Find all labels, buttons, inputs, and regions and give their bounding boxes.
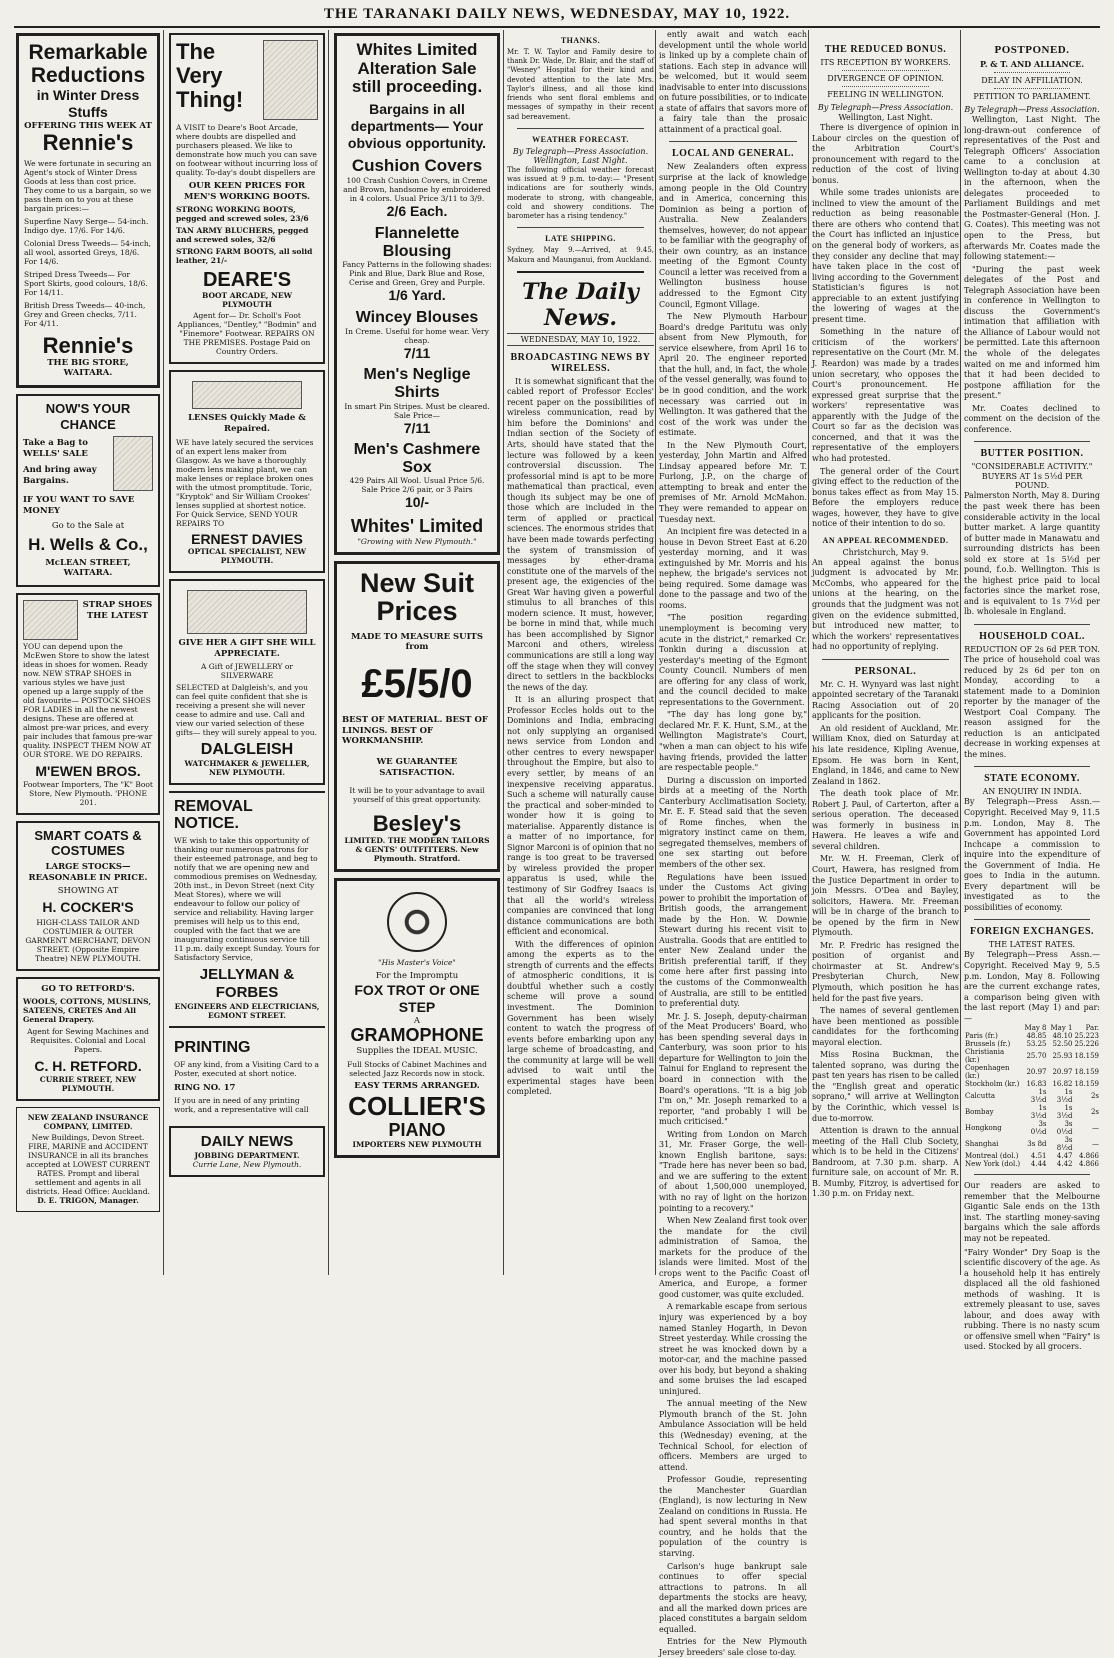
table-header-row bbox=[964, 1024, 1100, 1032]
fairy-soap-notice: "Fairy Wonder" Dry Soap is the scientific discovery of the age. As a household help it has entirely displaced all the old fashioned methods of washing. It is extremely pleasant to use, saves labour, and does away with rubbing. There is no nasty scum or offensive smell when "Fairy" is used. Stocked by all grocers. bbox=[964, 1247, 1100, 1352]
paragraph: There is divergence of opinion in Labour circles on the question of the Arbitration Court's pronouncement with regard to the reduction of the cost of living bonus. bbox=[812, 123, 959, 185]
whites-item: Flannelette Blousing bbox=[374, 224, 460, 260]
column-4 bbox=[507, 30, 654, 1275]
besley-points: BEST OF MATERIAL. BEST OF LININGS. BEST OF WORKMANSHIP. bbox=[342, 715, 488, 747]
personal-heading: PERSONAL. bbox=[854, 665, 917, 677]
wells-ad bbox=[16, 394, 160, 587]
paragraph: In the New Plymouth Court, yesterday, John Martin and Alfred Lindsay appeared before Mr. T. Furlong, J.P., on the charge of attempting to break and enter the premises of Mr. Arnold McMahon. They were remanded to appear on Tuesday next. bbox=[659, 440, 807, 524]
paragraph: Miss Rosina Buckman, the talented soprano, was during the past ten years has risen to be called the "English great and operatic soprano," will arrive at Wellington by the Corinthic, which vessel is due to-morrow. bbox=[812, 1050, 959, 1123]
exchange-rates-table bbox=[964, 1024, 1100, 1168]
dalgleish-heading: GIVE HER A GIFT SHE WILL APPRECIATE. bbox=[178, 638, 316, 659]
column-rule bbox=[960, 30, 961, 1275]
shoe-illustration bbox=[23, 600, 78, 640]
postponed-sub: DELAY IN AFFILIATION. bbox=[981, 76, 1083, 85]
mewen-ad bbox=[16, 593, 160, 815]
bonus-heading: THE REDUCED BONUS. bbox=[824, 44, 947, 55]
table-row bbox=[964, 1040, 1100, 1048]
postponed-telegraph: By Telegraph—Press Association. bbox=[964, 105, 1100, 114]
whites-item: Wincey Blouses bbox=[355, 308, 479, 326]
printing-heading: PRINTING bbox=[174, 1038, 251, 1056]
table-cell: 18.159 bbox=[1074, 1068, 1099, 1077]
table-cell: 4.44 bbox=[1030, 1160, 1047, 1169]
table-cell: 25.70 bbox=[1026, 1052, 1047, 1061]
divider bbox=[669, 141, 797, 142]
rennies-headline: Remarkable Reductions bbox=[28, 41, 148, 88]
rennies-footer-store: THE BIG STORE, bbox=[47, 357, 129, 368]
table-row bbox=[964, 1104, 1100, 1120]
table-cell: 4.866 bbox=[1078, 1152, 1099, 1161]
dalgleish-name: DALGLEISH bbox=[200, 740, 294, 758]
table-cell: Copenhagen (kr.) bbox=[965, 1064, 1010, 1081]
whites-item-price: 7/11 bbox=[403, 344, 431, 361]
divider bbox=[842, 86, 929, 87]
besley-price: £5/5/0 bbox=[361, 662, 473, 707]
besley-sub: MADE TO MEASURE SUITS from bbox=[350, 631, 484, 653]
table-cell: 52.50 bbox=[1052, 1040, 1073, 1049]
deare-agent: Agent for— Dr. Scholl's Foot Appliances, "Dentley," "Bodmin" and "Finemore" Footwear. REPAIRS ON THE PREMISES. Postage Paid on Country Orders. bbox=[177, 311, 317, 357]
whites-motto: "Growing with New Plymouth." bbox=[357, 537, 477, 547]
davies-heading: LENSES Quickly Made & Repaired. bbox=[188, 413, 306, 434]
table-cell: 3s 8d bbox=[1027, 1140, 1047, 1149]
whites-sub: Bargains in all departments— Your obvious opportunity. bbox=[347, 101, 487, 151]
collier-dance: FOX TROT Or ONE STEP bbox=[354, 981, 480, 1015]
spectacles-illustration bbox=[192, 381, 302, 409]
thanks-heading: THANKS. bbox=[560, 36, 601, 45]
daily-news-name: DAILY NEWS bbox=[200, 1133, 294, 1151]
whites-item-price: 7/11 bbox=[403, 419, 431, 436]
davies-ad bbox=[169, 370, 325, 573]
sale-notice: Our readers are asked to remember that the Melbourne Gigantic Sale ends on the 13th inst. The startling money-saving bargains which the sale affords may not be repeated. bbox=[964, 1181, 1100, 1244]
divider bbox=[517, 271, 644, 273]
table-header: May 1 bbox=[1050, 1024, 1073, 1033]
divider bbox=[994, 88, 1070, 89]
table-cell: 4.866 bbox=[1078, 1160, 1099, 1169]
whites-headline: Whites Limited Alteration Sale still proceeding. bbox=[351, 40, 483, 97]
besley-name: Besley's bbox=[372, 811, 462, 837]
divider bbox=[974, 919, 1090, 920]
column-rule bbox=[503, 30, 504, 1275]
paragraph: During a discussion on imported birds at a meeting of the North Canterbury Acclimatisation Society, Mr. E. F. Stead said that the seven of Rome finches, when the migratory instinct came on them, segregated themselves, members of one sex starting out before members of the other sex. bbox=[659, 775, 807, 870]
paragraph: An incipient fire was detected in a house in Devon Street East at 6.20 yesterday morning, and it was extinguished by Mr. Morris and his nephew, the brigade's services not being required. Some damage was done to the passage and two of the rooms. bbox=[659, 527, 807, 610]
deare-sub: BOOT ARCADE, NEW PLYMOUTH bbox=[201, 291, 292, 310]
collier-supplies: Supplies the IDEAL MUSIC. bbox=[356, 1045, 478, 1056]
deare-ad bbox=[169, 33, 325, 364]
table-cell: 3s 0½d bbox=[1056, 1120, 1073, 1137]
column-2 bbox=[167, 30, 327, 1275]
table-cell: — bbox=[1092, 1124, 1099, 1133]
column-rule bbox=[163, 30, 164, 1275]
table-row bbox=[964, 1120, 1100, 1136]
wells-line2: Take a Bag to WELLS' SALE bbox=[23, 438, 88, 459]
table-cell: 25.223 bbox=[1074, 1032, 1099, 1041]
table-cell: 3s 8½d bbox=[1056, 1136, 1073, 1153]
page-masthead: THE TARANAKI DAILY NEWS, WEDNESDAY, MAY 10, 1922. bbox=[14, 6, 1100, 28]
deare-body: A VISIT to Deare's Boot Arcade, where doubts are dispelled and purchasers pleased. We like to demonstrate how much you can save on footwear without incurring loss of quality. To-day's doubt dispellers are bbox=[176, 123, 318, 177]
column-7 bbox=[964, 30, 1100, 1352]
paragraph: While some trades unionists are inclined to view the amount of the reduction as being reasonable there are others who contend that the Court has inflicted an injustice on the general body of workers, as they consider any decline that may have taken place in the cost of living according to the Government Statistician's figures is not appreciable to an extent justifying the lowering of wages at the present time. bbox=[812, 188, 959, 324]
rennies-footer-town: WAITARA. bbox=[63, 368, 113, 379]
mewen-name: M'EWEN BROS. bbox=[35, 763, 141, 780]
besley-advantage: It will be to your advantage to avail yourself of this great opportunity. bbox=[349, 786, 485, 805]
whites-item-desc: Fancy Patterns in the following shades: Pink and Blue, Dark Blue and Rose, Cerise and Green, Grey and Purple. bbox=[342, 260, 492, 288]
deare-headline: The Very Thing! bbox=[176, 39, 244, 113]
besley-headline: New Suit Prices bbox=[359, 568, 474, 627]
deare-price: TAN ARMY BLUCHERS, pegged and screwed soles, 32/6 bbox=[176, 226, 309, 245]
rennies-item: Striped Dress Tweeds— For Sport Skirts, good colours, 18/6. For 14/11. bbox=[24, 269, 148, 297]
divider bbox=[974, 624, 1090, 625]
whites-item: Men's Neglige Shirts bbox=[363, 366, 471, 401]
table-cell: 18.159 bbox=[1074, 1052, 1099, 1061]
local-general-heading: LOCAL AND GENERAL. bbox=[671, 148, 795, 160]
table-header bbox=[964, 1024, 1022, 1032]
whites-item-price: 1/6 Yard. bbox=[388, 287, 446, 304]
paragraph: Mr. Coates declined to comment on the decision of the conference. bbox=[964, 403, 1100, 434]
table-row bbox=[964, 1160, 1100, 1168]
collier-firm2: PIANO bbox=[388, 1119, 446, 1140]
editorial-continued bbox=[659, 30, 807, 135]
exchanges-intro: By Telegraph—Press Assn.—Copyright. Received May 9, 5.5 p.m. London, May 8. Following are the current exchange rates, a comparison being given with the last report (May 1) and par:— bbox=[964, 950, 1100, 1023]
rennies-sub: in Winter Dress Stuffs bbox=[36, 87, 140, 120]
daily-news-address: Currie Lane, New Plymouth. bbox=[192, 1160, 302, 1170]
bonus-telegraph: By Telegraph—Press Association. bbox=[817, 103, 954, 112]
shipping-heading: LATE SHIPPING. bbox=[545, 234, 616, 244]
rennies-name: Rennie's bbox=[42, 130, 134, 156]
divider bbox=[974, 441, 1090, 442]
postponed-sub: P. & T. AND ALLIANCE. bbox=[980, 59, 1084, 69]
removal-heading: REMOVAL NOTICE. bbox=[174, 797, 253, 833]
paragraph: Mr. W. H. Freeman, Clerk of Court, Hawera, has resigned from the Justice Department in order to join Messrs. O'Dea and Bayley, solicitors, Hawera. Mr. Freeman will be in charge of the branch to be opened by the firm in New Plymouth. bbox=[812, 854, 959, 938]
postponed-heading: POSTPONED. bbox=[994, 44, 1070, 56]
column-6 bbox=[812, 30, 959, 1275]
paragraph: New Zealanders often express surprise at the lack of knowledge among people in the Old Country and in America, concerning this Dominion as being a portion of Australia. New Zealanders themselves, however, do not appear to be familiar with the geography of their own country, as an instance meeting of the Egmont County Council a letter was received from a Wellington business house addressed to the Egmont City Council, Egmont Village. bbox=[659, 162, 807, 309]
paragraph: Attention is drawn to the annual meeting of the Hall Club Society, which is to be held in the Citizens' Bandroom, at 7.30 p.m. sharp. A furniture sale, on account of Mr. R. B. Mumby, Fitzroy, is advertised for 1.30 p.m. on Friday next. bbox=[812, 1126, 959, 1199]
cocker-line3: SHOWING AT bbox=[57, 886, 119, 897]
dalgleish-sub: A Gift of JEWELLERY or SILVERWARE bbox=[201, 661, 293, 680]
postponed-body bbox=[964, 115, 1100, 435]
paragraph: Wellington, Last Night. The long-drawn-out conference of representatives of the Post and Telegraph Officers' Association came to a conclusion at Wellington to-day at about 4.30 in the afternoon, when the delegates proceeded to Parliament Buildings and met the Postmaster-General (Hon. J. G. Coates). This meeting was not open to the Press, but afterwards Mr. Coates made the following statement:— bbox=[964, 115, 1100, 262]
removal-name: JELLYMAN & FORBES bbox=[199, 965, 295, 1001]
table-row bbox=[964, 1136, 1100, 1152]
butter-body: Palmerston North, May 8. During the past week there has been considerable activity in the local butter market. A large quantity of butter made in Manawatu and surrounding districts has been sold ex store at 1s 5½d per pound, f.o.b. Wellington. This is the highest price paid to local factories since the market rose, and is equivalent to 1s 7½d per lb. wholesale in England. bbox=[964, 491, 1100, 617]
table-cell: 53.25 bbox=[1026, 1040, 1047, 1049]
rennies-week: OFFERING THIS WEEK AT bbox=[24, 120, 152, 131]
paragraph: Regulations have been issued under the Customs Act giving power to prohibit the importation of British goods, the arrangement made by the Hon. W. Downie Stewart during his recent visit to Australia. Goods that are entitled to enter New Zealand under the British preferential tariff, if they come here after first passing into the customs of the Commonwealth of Australia, are still to be entitled to preferential duty. bbox=[659, 872, 807, 1009]
collier-a: A bbox=[413, 1015, 421, 1026]
table-cell: 1s 3½d bbox=[1056, 1088, 1073, 1105]
table-row bbox=[964, 1048, 1100, 1064]
paragraph: It is somewhat significant that the cabled report of Professor Eccles' recent paper on the possibilities of wireless communication, read by him before the Dominions' and Indian section of the Society of Arts, should have stated that the lecture was followed by a keen controversial discussion. The professorial mind is apt to be more mathematical than practical, even though its subject may be one of those which are included in the term of applied or practical sciences. The enormous strides that have been made towards perfecting the system of transmission of messages by ether-drama constitute one of the marvels of the present age, the exigencies of the Great War having given a powerful stimulus to all branches of this modern science. It must, however, be borne in mind that, while much has been accomplished by Signor Marconi and others, wireless communications are still a long way off the stage when they will convey direct to settlers in the backblocks the news of the day. bbox=[507, 376, 654, 692]
dalgleish-tag: WATCHMAKER & JEWELLER, NEW PLYMOUTH. bbox=[184, 758, 310, 777]
column-rule bbox=[808, 30, 809, 1275]
column-rule bbox=[328, 30, 329, 1275]
paragraph: The death took place of Mr. Robert J. Paul, of Carterton, after a serious operation. The deceased was formerly in business in Hawera. He leaves a wife and several children. bbox=[812, 789, 959, 851]
deare-name: DEARE'S bbox=[202, 269, 292, 292]
rennies-ad bbox=[16, 33, 160, 388]
column-rule bbox=[655, 30, 656, 1275]
table-header: Par. bbox=[1085, 1024, 1099, 1033]
table-cell: Shanghai bbox=[965, 1140, 999, 1149]
cocker-line2: LARGE STOCKS— REASONABLE IN PRICE. bbox=[28, 862, 148, 883]
printing-ring: RING NO. 17 bbox=[174, 1082, 236, 1093]
retford-ad bbox=[16, 977, 160, 1101]
butter-sub: "CONSIDERABLE ACTIVITY." bbox=[971, 462, 1093, 472]
paragraph: Something in the nature of criticism of the workers' representative on the Court (Mr. M. J. Reardon) was made by a trades union secretary, who opposes the Court's pronouncement. He expressed great surprise that the workers' representative was apparently with the Judge of the Court so far as the decision was concerned, and that it was the representative of the employers who had protested. bbox=[812, 327, 959, 463]
table-cell: 25.226 bbox=[1074, 1040, 1099, 1049]
butter-heading: BUTTER POSITION. bbox=[980, 448, 1084, 460]
whites-item-price: 10/- bbox=[404, 494, 430, 511]
removal-notice bbox=[169, 791, 325, 1028]
printing-ad bbox=[169, 1034, 325, 1120]
paragraph: Writing from London on March 31, Mr. Fraser Gorge, the well-known English baritone, says: "Trade here has never been so bad, and we are suffering to the extent of about 1,500,000 unemployed, with no ray of light on the horizon pointing to a recovery." bbox=[659, 1129, 807, 1213]
paragraph: An old resident of Auckland, Mr. William Knox, died on Saturday at his late residence, Kipling Avenue, Epsom. He was born in Kent, England, in 1846, and came to New Zealand in 1862. bbox=[812, 723, 959, 786]
table-cell: Calcutta bbox=[965, 1092, 995, 1101]
whites-item-price: 2/6 Each. bbox=[386, 203, 448, 220]
paragraph: The general order of the Court giving effect to the reduction of the bonus takes effect as from May 15. Before the employers reduce wages, however, they have to give notice of their intention to do so. bbox=[812, 466, 959, 529]
whites-item-desc: 429 Pairs All Wool. Usual Price 5/6. Sale Price 2/6 pair, or 3 Pairs bbox=[349, 476, 485, 495]
deare-price: STRONG WORKING BOOTS, pegged and screwed soles, 23/6 bbox=[176, 205, 309, 224]
paragraph: The New Plymouth Harbour Board's dredge Paritutu was only absent from New Plymouth, for service elsewhere, from April 16 to April 20. The engineer reported that the hull, and, in fact, the whole of the vessel generally, was found to be in good condition, and the work necessary was carried out in Wellington. It was gathered that the cost of the work was under the estimate. bbox=[659, 312, 807, 438]
paragraph: Professor Goudie, representing the Manchester Guardian (England), is now lecturing in New Zealand on conditions in Russia. He had spent several months in that country, and he holds that the population of the country is starving. bbox=[659, 1475, 807, 1559]
bonus-place: Wellington, Last Night. bbox=[838, 113, 933, 122]
thanks-body: Mr. T. W. Taylor and Family desire to thank Dr. Wade, Dr. Blair, and the staff of "Wesney" Hospital for their kind and devoted attention to the late Mrs. Taylor's illness, and all those kind friends who sent floral emblems and messages of sympathy in their recent sad bereavement. bbox=[507, 48, 654, 121]
retford-agent: Agent for Sewing Machines and Requisites. Colonial and Local Papers. bbox=[27, 1027, 149, 1055]
man-with-bag-illustration bbox=[113, 436, 153, 491]
cocker-ad bbox=[16, 821, 160, 971]
table-row bbox=[964, 1032, 1100, 1040]
rennies-intro: We were fortunate in securing an Agent's stock of Winter Dress Goods at less than cost price. They come to us a bargain, so we pass them on to you at these bargain prices:— bbox=[24, 158, 152, 213]
rennies-footer-name: Rennie's bbox=[42, 332, 134, 358]
besley-ad bbox=[334, 561, 500, 872]
table-cell: 16.82 bbox=[1052, 1080, 1073, 1089]
table-cell: Hongkong bbox=[965, 1124, 1002, 1133]
column-1 bbox=[14, 30, 162, 1275]
paragraph: The annual meeting of the New Plymouth branch of the St. John Ambulance Association will be held this (Wednesday) evening, at the Technical School, for election of officers. Members are urged to attend. bbox=[659, 1399, 807, 1472]
rennies-item: Colonial Dress Tweeds— 54-inch, all wool, assorted Greys, 18/6. For 14/6. bbox=[24, 238, 152, 266]
table-cell: New York (dol.) bbox=[965, 1160, 1021, 1169]
table-cell: 2s bbox=[1090, 1092, 1099, 1101]
table-cell: 48.85 bbox=[1026, 1032, 1047, 1041]
bonus-body bbox=[812, 123, 959, 530]
postponed-sub: PETITION TO PARLIAMENT. bbox=[973, 92, 1091, 101]
paragraph: Carlson's huge bankrupt sale continues to offer special attractions to patrons. In all departments the stocks are heavy, and all the marked down prices are placed constitutes a bargain seldom equalled. bbox=[659, 1561, 807, 1634]
divider bbox=[974, 766, 1090, 767]
retford-address: CURRIE STREET, NEW PLYMOUTH. bbox=[39, 1075, 137, 1094]
whites-item-desc: 100 Crash Cushion Covers, in Creme and Brown, handsome hy embroidered in 4 colors. Usual Price 3/11 to 3/9. bbox=[343, 176, 491, 204]
table-row bbox=[964, 1152, 1100, 1160]
table-cell: 25.93 bbox=[1052, 1052, 1073, 1061]
editorial-body bbox=[507, 377, 654, 1098]
editorial-date: WEDNESDAY, MAY 10, 1922. bbox=[507, 333, 654, 346]
collier-gramophone: GRAMOPHONE bbox=[350, 1025, 484, 1046]
bonus-sub: ITS RECEPTION BY WORKERS. bbox=[820, 58, 951, 67]
rennies-item: Superfine Navy Serge— 54-inch. Indigo dye. 17/6. For 14/6. bbox=[24, 216, 149, 235]
divider bbox=[517, 227, 644, 228]
wells-line5: Go to the Sale at bbox=[51, 521, 125, 532]
table-cell: 1s 3½d bbox=[1030, 1104, 1047, 1121]
table-cell: 4.47 bbox=[1056, 1152, 1073, 1161]
cocker-line1: SMART COATS & COSTUMES bbox=[34, 827, 142, 859]
paragraph: ently await and watch each development until the whole world is linked up by a complete chain of stations. Each step in advance will be welcomed, but it would seem inadvisable to enter into discussions on future possibilities, or to indicate a state of affairs that savors more of a fairy tale than the prosaic attainment of a practical goal. bbox=[659, 30, 807, 134]
exchanges-heading: FOREIGN EXCHANGES. bbox=[969, 926, 1094, 938]
weather-sub: By Telegraph—Press Association. Wellington, Last Night. bbox=[512, 146, 649, 165]
table-row bbox=[964, 1088, 1100, 1104]
whites-item-desc: In Creme. Useful for home wear. Very cheap. bbox=[345, 326, 489, 345]
retford-heading: GO TO RETFORD'S. bbox=[41, 983, 135, 994]
mewen-body: YOU can depend upon the McEwen Store to show the latest ideas in shoes for women. Ready now. NEW STRAP SHOES in various styles we have just opened up a large supply of the old favourite— POSTOCK SHOES FOR LADIES in all the newest designs. These are offered at almost pre-war prices, and every pair includes that famous pre-war quality. INSPECT THEM NOW AT OUR STORE. WE DO REPAIRS. bbox=[23, 642, 153, 760]
appeal-body: An appeal against the bonus judgment is advocated by Mr. McCombs, who appeared for the unions at the hearing, on the grounds that the judgment was not given on the evidence submitted, but introduced new matter, to which the workers' representatives had no opportunity of replying. bbox=[812, 557, 959, 652]
dalgleish-body: SELECTED at Dalgleish's, and you can feel quite confident that she is receiving a present she will never cease to admire and use. Call and view our varied selection of these gifts— they will surely appeal to you. bbox=[176, 682, 317, 737]
local-general-body bbox=[659, 162, 807, 1658]
cocker-name: H. COCKER'S bbox=[42, 898, 134, 915]
economy-body: By Telegraph—Press Assn.—Copyright. Received May 9, 11.5 p.m. London, May 8. The Government has appointed Lord Inchcape a commission to inquire into the expenditure of the Government of India. He goes to India in the autumn. Every department will be investigated as to the possibilities of economy. bbox=[964, 797, 1100, 912]
besley-guarantee: WE GUARANTEE SATISFACTION. bbox=[376, 756, 458, 778]
table-cell: 20.97 bbox=[1052, 1068, 1073, 1077]
butter-sub: BUYERS AT 1s 5½d PER POUND. bbox=[981, 472, 1083, 491]
besley-tag: LIMITED. THE MODERN TAILORS & GENTS' OUTFITTERS. New Plymouth. Stratford. bbox=[344, 836, 490, 864]
table-row bbox=[964, 1064, 1100, 1080]
whites-name: Whites' Limited bbox=[350, 516, 484, 537]
table-cell: Christiania (kr.) bbox=[965, 1048, 1005, 1065]
paragraph: Mr. P. Fredric has resigned the position of organist and choirmaster at St. Andrew's Presbyterian Church, New Plymouth, which position he has held for the past five years. bbox=[812, 940, 959, 1003]
insurance-heading: NEW ZEALAND INSURANCE COMPANY, LIMITED. bbox=[27, 1113, 149, 1132]
collier-firm: COLLIER'S bbox=[348, 1091, 486, 1122]
whites-ad bbox=[334, 33, 500, 555]
paragraph: A remarkable escape from serious injury was experienced by a boy named Stanley Hogarth, in Devon Street yesterday. While crossing the street he was knocked down by a motor-car, and the machine passed over his body, but beyond a shaking and some bruises the lad escaped uninjured. bbox=[659, 1302, 807, 1396]
shipping-body: Sydney, May 9.—Arrived, at 9.45, Makura and Maunganui, from Auckland. bbox=[507, 246, 654, 264]
dalgleish-ad bbox=[169, 579, 325, 784]
whites-item: Cushion Covers bbox=[351, 156, 483, 176]
removal-body: WE wish to take this opportunity of thanking our numerous patrons for their esteemed patronage, and beg to notify that we are opening new and commodious premises on Wednesday, 20th inst., in Devon Street (next City Meat Stores), where we will endeavour to follow our policy of service and reliability. Having larger premises will help us to this end, coupled with the fact that we are inaugurating continuous service till 11 p.m. daily except Sunday. Yours for Satisfactory Service, bbox=[174, 835, 320, 962]
wells-address: McLEAN STREET, WAITARA. bbox=[45, 557, 131, 579]
table-cell: Brussels (fr.) bbox=[965, 1040, 1011, 1049]
paragraph: "During the past week delegates of the Post and Telegraph Association have been in conference in Wellington to discuss the Government's intimation that affiliation with the Alliance of Labour would not be permitted. Late this afternoon the whole of the delegates waited on me and informed him that it had been decided to postpone affiliation for the present." bbox=[964, 264, 1100, 401]
table-cell: Bombay bbox=[965, 1108, 994, 1117]
weather-body: The following official weather forecast was issued at 9 p.m. to-day:— "Present indications are for southerly winds, moderate to strong, with changeable, cold and showery conditions. The barometer has a rising tendency." bbox=[507, 165, 654, 221]
editorial-heading: BROADCASTING NEWS BY WIRELESS. bbox=[510, 351, 651, 374]
coal-sub: REDUCTION OF 2s 6d PER TON. bbox=[964, 644, 1100, 654]
table-cell: 18.159 bbox=[1074, 1080, 1099, 1089]
coal-body: The price of household coal was reduced by 2s 6d per ton on Monday, according to a statement made to a Dominion reporter by the manager of the Westport Coal Company. The reason assigned for the reduction is an anticipated decrease in working expenses at the mines. bbox=[964, 654, 1100, 759]
table-cell: 20.97 bbox=[1026, 1068, 1047, 1077]
removal-tag: ENGINEERS AND ELECTRICIANS, EGMONT STREET. bbox=[174, 1001, 320, 1020]
paragraph: Mr. J. S. Joseph, deputy-chairman of the Meat Producers' Board, who has been spending several days in Canterbury, was soon prior to his departure for Wellington to join the Tainui for England to represent the board in connection with the Board's operations. "It is a big job I'm on," Mr. Joseph remarked to a reporter, "and probably I will be much criticised." bbox=[659, 1011, 807, 1127]
collier-terms: EASY TERMS ARRANGED. bbox=[354, 1080, 480, 1091]
table-cell: 3s 0½d bbox=[1030, 1120, 1047, 1137]
mewen-tag: Footwear Importers, The "K" Boot Store, New Plymouth. 'PHONE 201. bbox=[23, 779, 153, 807]
paragraph: Entries for the New Plymouth Jersey breeders' sale close to-day. bbox=[659, 1637, 807, 1657]
collier-stocks: Full Stocks of Cabinet Machines and selected Jazz Records now in stock. bbox=[347, 1059, 487, 1078]
rennies-item: British Dress Tweeds— 40-inch, Grey and Green checks, 7/11. For 4/11. bbox=[24, 300, 146, 328]
exchanges-sub: THE LATEST RATES. bbox=[988, 940, 1076, 950]
table-cell: — bbox=[1092, 1140, 1099, 1149]
wells-line4: IF YOU WANT TO SAVE MONEY bbox=[23, 495, 135, 516]
table-cell: 4.51 bbox=[1030, 1152, 1047, 1161]
wells-line1: NOW'S YOUR CHANCE bbox=[45, 401, 131, 432]
bonus-sub: DIVERGENCE OF OPINION. bbox=[827, 74, 944, 83]
mewen-heading: STRAP SHOES THE LATEST bbox=[82, 600, 153, 621]
whites-item: Men's Cashmere Sox bbox=[353, 441, 481, 476]
table-cell: 1s 3½d bbox=[1030, 1088, 1047, 1105]
column-3 bbox=[332, 30, 502, 1275]
economy-heading: STATE ECONOMY. bbox=[984, 773, 1080, 785]
paragraph: It is an alluring prospect that Professor Eccles holds out to the Dominions and India, embracing not only supplying an organised news service from London and other centres to every newspaper throughout the Empire, but also to every settler, by means of an inexpensive receiving apparatus. Such a scheme will naturally cause the practical and sober-minded to wonder how it is going to materialise. Apparently distance is a matter of no importance, for Signor Marconi is of opinion that no range is too great to be traversed by wireless provided the proper apparatus is used, while the testimony of Sir Godfrey Isaacs is that all the world's wireless companies are convinced that long distance communications are both efficient and economical. bbox=[507, 695, 654, 937]
table-cell: Stockholm (kr.) bbox=[965, 1080, 1020, 1089]
table-cell: 48.10 bbox=[1052, 1032, 1073, 1041]
divider bbox=[517, 128, 644, 129]
davies-sub: OPTICAL SPECIALIST, NEW PLYMOUTH. bbox=[187, 547, 307, 566]
table-header: May 8 bbox=[1024, 1024, 1047, 1033]
table-cell: Montreal (dol.) bbox=[965, 1152, 1019, 1161]
table-cell: 16.83 bbox=[1026, 1080, 1047, 1089]
deare-prices-heading: OUR KEEN PRICES FOR MEN'S WORKING BOOTS. bbox=[184, 181, 310, 202]
paragraph: When New Zealand first took over the mandate for the civil administration of Samoa, the markets for the produce of the islands were limited. Most of the crops went to the Pacific Coast of America, and Europe, a former good customer, was quite excluded. bbox=[659, 1216, 807, 1299]
coal-heading: HOUSEHOLD COAL. bbox=[979, 630, 1085, 642]
economy-sub: AN ENQUIRY IN INDIA. bbox=[982, 787, 1082, 797]
paragraph: "The day has long gone by," declared Mr. F. K. Hunt, S.M., at the Wellington Magistrate's Court, "when a man can object to his wife having friends, provided the latter are respectable people." bbox=[659, 710, 807, 773]
deare-price: STRONG FARM BOOTS, all solid leather, 21/- bbox=[176, 247, 313, 266]
paragraph: Mr. C. H. Wynyard was last night appointed secretary of the Taranaki Racing Association out of 20 applicants for the position. bbox=[812, 679, 959, 721]
collier-ad bbox=[334, 878, 500, 1158]
newspaper-title: The Daily News. bbox=[522, 278, 639, 331]
divider bbox=[974, 1174, 1090, 1175]
clown-illustration bbox=[263, 40, 318, 120]
whites-item-desc: In smart Pin Stripes. Must be cleared. Sale Price— bbox=[344, 401, 490, 420]
divider bbox=[994, 72, 1070, 73]
table-cell: 4.42 bbox=[1056, 1160, 1073, 1169]
wells-name: H. Wells & Co., bbox=[28, 535, 148, 555]
collier-impromptu: For the Impromptu bbox=[375, 971, 459, 982]
printing-body2: If you are in need of any printing work, and a representative will call bbox=[174, 1096, 309, 1115]
retford-items: WOOLS, COTTONS, MUSLINS, SATEENS, CRETES And All General Drapery. bbox=[23, 997, 151, 1025]
insurance-body: New Buildings, Devon Street. FIRE, MARINE and ACCIDENT INSURANCE in all its branches accepted at LOWEST CURRENT RATES. Prompt and liberal settlement and agents in all districts. Head Office: Auckland. bbox=[26, 1133, 150, 1197]
retford-name: C. H. RETFORD. bbox=[34, 1058, 142, 1075]
davies-name: ERNEST DAVIES bbox=[191, 530, 303, 547]
insurance-ad bbox=[16, 1107, 160, 1212]
appeal-place: Christchurch, May 9. bbox=[842, 547, 929, 557]
collier-tag: IMPORTERS NEW PLYMOUTH bbox=[352, 1140, 482, 1150]
divider bbox=[822, 659, 949, 660]
daily-news-jobbing-ad bbox=[169, 1126, 325, 1177]
his-masters-voice-logo bbox=[387, 892, 447, 952]
table-cell: 1s 3½d bbox=[1056, 1104, 1073, 1121]
silverware-illustration bbox=[187, 590, 307, 634]
column-5 bbox=[659, 30, 807, 1657]
paragraph: "The position regarding unemployment is becoming very acute in the district," remarked Cr. Tonkin during a discussion at yesterday's meeting of the Egmont County Council. Numbers of men are offering for any class of work, and the council decided to make representations to the Government. bbox=[659, 613, 807, 707]
paragraph: With the differences of opinion among the experts as to the strength of currents and the effects of atmospheric conditions, it is doubtful whether such a costly scheme will prove a sound investment. The Dominion Government has been wisely content to watch the progress of events before embarking upon any large scheme of broadcasting, and the community at large will be well advised to wait until the experimental stages have been completed. bbox=[507, 939, 654, 1097]
table-cell: 2s bbox=[1090, 1108, 1099, 1117]
printing-body: OF any kind, from a Visiting Card to a Poster, executed at short notice. bbox=[174, 1059, 319, 1078]
wells-line3: And bring away Bargains. bbox=[23, 465, 97, 487]
table-row bbox=[964, 1080, 1100, 1088]
collier-logo: "His Master's Voice" bbox=[378, 958, 456, 968]
paragraph: The names of several gentlemen have been mentioned as possible candidates for the forthcoming mayoral election. bbox=[812, 1006, 959, 1047]
table-cell: Paris (fr.) bbox=[965, 1032, 998, 1041]
weather-heading: WEATHER FORECAST. bbox=[532, 134, 629, 144]
appeal-heading: AN APPEAL RECOMMENDED. bbox=[822, 535, 949, 545]
insurance-manager: D. E. TRIGON, Manager. bbox=[37, 1196, 139, 1206]
davies-body: WE have lately secured the services of an expert lens maker from Glasgow. As we have a thoroughly modern lens making plant, we can make lenses or replace broken ones with the utmost promptitude. Toric, "Kryptok" and Sir William Crookes' lenses supplied at shortest notice. For Quick Service, SEND YOUR REPAIRS TO bbox=[176, 437, 314, 528]
daily-news-sub: JOBBING DEPARTMENT. bbox=[194, 1151, 300, 1161]
cocker-line4: HIGH-CLASS TAILOR AND COSTUMIER & OUTER GARMENT MERCHANT, DEVON STREET. (Opposite Empire Theatre) NEW PLYMOUTH. bbox=[25, 917, 151, 963]
divider bbox=[842, 70, 929, 71]
personal-body bbox=[812, 680, 959, 1200]
bonus-sub: FEELING IN WELLINGTON. bbox=[827, 90, 944, 99]
